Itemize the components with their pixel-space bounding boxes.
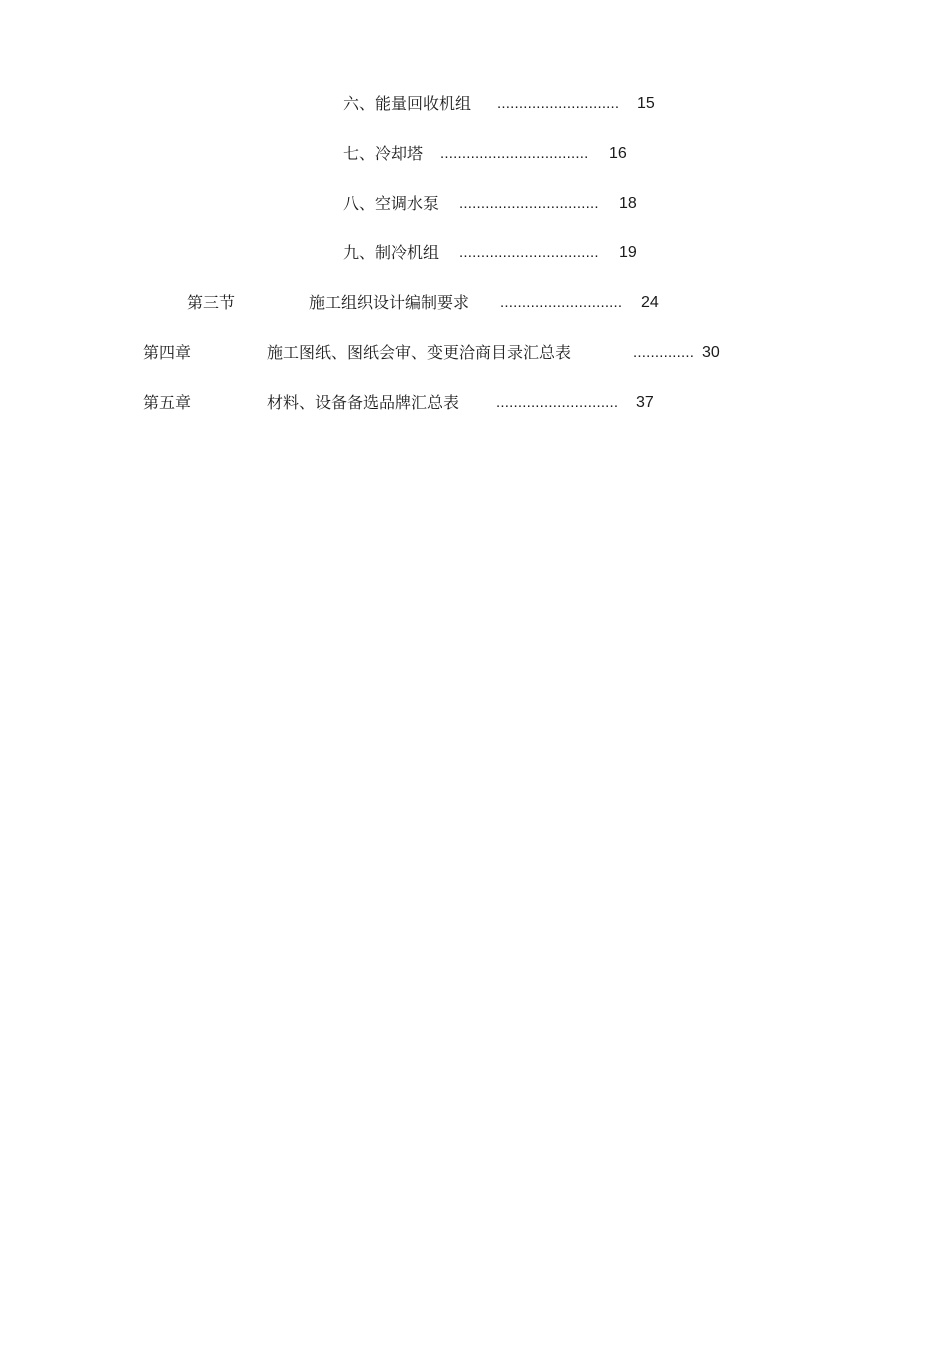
toc-page-number: 15 [637,95,655,112]
toc-leader-dots: ............................ [497,95,620,112]
toc-page-number: 16 [609,145,627,162]
toc-chapter-number: 第五章 [143,393,192,412]
toc-leader-dots: ................................ [459,244,599,261]
toc-entry-label: 七、冷却塔 [343,144,424,163]
toc-entry-label: 施工组织设计编制要求 [309,293,470,312]
toc-page-number: 30 [702,344,720,361]
toc-leader-dots: ............................ [500,294,623,311]
toc-leader-dots: ................................ [459,195,599,212]
toc-entry-label: 六、能量回收机组 [343,94,472,113]
toc-leader-dots: .............. [633,344,695,361]
toc-chapter-5[interactable] [0,391,950,415]
toc-entry-7[interactable] [0,142,950,166]
toc-leader-dots: ............................ [496,394,619,411]
toc-entry-label: 九、制冷机组 [343,243,440,262]
toc-entry-label: 施工图纸、图纸会审、变更洽商目录汇总表 [267,343,572,362]
toc-chapter-number: 第四章 [143,343,192,362]
toc-page-number: 19 [619,244,637,261]
toc-chapter-4[interactable] [0,341,950,365]
toc-page-number: 18 [619,195,637,212]
toc-entry-6[interactable] [0,92,950,116]
toc-section-3[interactable] [0,291,950,315]
toc-section-number: 第三节 [187,293,236,312]
toc-entry-label: 八、空调水泵 [343,194,440,213]
toc-entry-9[interactable] [0,241,950,265]
toc-page-number: 24 [641,294,659,311]
toc-entry-label: 材料、设备备选品牌汇总表 [267,393,460,412]
toc-leader-dots: .................................. [440,145,589,162]
toc-page-number: 37 [636,394,654,411]
toc-entry-8[interactable] [0,192,950,216]
